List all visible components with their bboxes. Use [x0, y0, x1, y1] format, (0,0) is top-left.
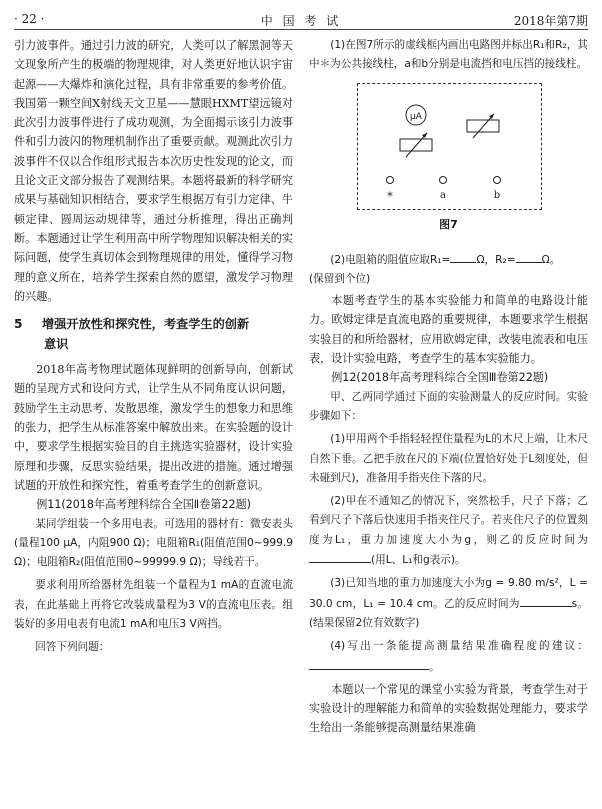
figure-caption: 图7	[439, 217, 458, 231]
section-number: 5	[14, 317, 23, 332]
question-text: (2)甲在不通知乙的情况下，突然松手，尺子下落；乙看到尺子下落后快速用手指夹住尺子。若夹住尺子的位置刻度为L₁，重力加速度大小为g，则乙的反应时间为(用L、L₁和g表示)。	[309, 495, 588, 567]
question-note: (保留到个位)	[309, 272, 371, 285]
answer-blank	[309, 657, 429, 670]
left-column	[14, 36, 293, 658]
answer-blank	[309, 550, 371, 563]
terminal-label: *	[387, 189, 393, 203]
paragraph: 本题考查学生的基本实验能力和简单的电路设计能力。欧姆定律是直流电路的重要规律，本题要求学生根据实验目的和所给器材，应用欧姆定律，改装电流表和电压表，设计实验电路，考查学生的基本实验能力。	[309, 294, 588, 366]
terminal-common	[387, 176, 394, 183]
section-heading	[14, 314, 293, 354]
terminal-a	[440, 176, 447, 183]
question-text: 甲、乙两同学通过下面的实验测量人的反应时间。实验步骤如下：	[309, 390, 588, 422]
question-text: (1)甲用两个手指轻轻捏住量程为L的木尺上端，让木尺自然下垂。乙把手放在尺的下端(位置恰好处于L刻度处，但未碰到尺)，准备用手指夹住下落的尺。	[309, 433, 588, 484]
answer-blank	[450, 250, 476, 263]
paragraph: 2018年高考物理试题体现鲜明的创新导向，创新试题的呈现方式和设问方式，让学生从不同角度认识问题，鼓励学生主动思考、发散思维，激发学生的想象力和思维的张力，把学生从标准答案中解放出来。在实验题的设计中，要求学生根据实验目的自主挑选实验器材，设计实验原理和步骤，反思实验结果，提出改进的措施。通过增强试题的开放性和探究性，着重考查学生的创新意识。	[14, 363, 293, 492]
example-heading: 例11(2018年高考理科综合全国Ⅱ卷第22题)	[36, 498, 251, 512]
circuit-components	[309, 75, 588, 215]
paragraph: 引力波事件。通过引力波的研究，人类可以了解黑洞等天文现象所产生的极端的物理规律，对人类更好地认识宇宙起源——大爆炸和演化过程，具有非常重要的参考价值。我国第一颗空间X射线天文卫星——慧眼HXMT望远镜对此次引力波事件进行了成功观测，为全面揭示该引力波事件和引力波闪的物理机制作出了重要贡献。观测此次引力波事件不仅以合作组形式报告本次历史性发现的论文，而且论文正文部分报告了观测结果。本题将最新的科学研究成果与基础知识相结合，要求学生根据万有引力定律、牛顿定律、圆周运动规律等，通过分析推理，得出正确判断。本题通过让学生利用高中所学物理知识解决相关的实际问题，使学生真切体会到物理规律的用处，懂得学习物理的意义所在，培养学生探索自然的愿望，激发学习物理的兴趣。	[14, 39, 293, 303]
terminal-label: b	[493, 189, 501, 201]
page-number: · 22 ·	[14, 12, 45, 26]
header-rule	[14, 29, 588, 30]
section-title-cont: 意识	[44, 337, 69, 352]
terminal-b	[494, 176, 501, 183]
paragraph: 本题以一个常见的课堂小实验为背景，考查学生对于实验设计的理解能力和简单的实验数据处理能力，要求学生给出一条能够提高测量结果准确	[309, 682, 588, 735]
question-text: (3)已知当地的重力加速度大小为g = 9.80 m/s²，L = 30.0 cm，L₁ = 10.4 cm。乙的反应时间为 s。(结果保留2位有效数字)	[309, 577, 588, 629]
terminal-label: a	[440, 189, 446, 201]
question-text: 某同学组装一个多用电表。可选用的器材有：微安表头(量程100 μA，内阻900 Ω)；电阻箱R₁(阻值范围0~999.9 Ω)；电阻箱R₂(阻值范围0~99999.9 Ω)；导线若干。	[14, 517, 293, 569]
example-heading: 例12(2018年高考理科综合全国Ⅲ卷第22题)	[331, 371, 549, 385]
question-text: (4)写出一条能提高测量结果准确程度的建议：。	[309, 637, 588, 677]
figure-7	[309, 75, 588, 250]
right-column	[309, 36, 588, 738]
issue-label: 2018年第7期	[513, 14, 588, 28]
answer-blank	[520, 594, 572, 607]
answer-blank	[516, 250, 542, 263]
question-text: 要求利用所给器材先组装一个量程为1 mA的直流电流表，在此基础上再将它改装成量程为3 V的直流电压表。组装好的多用电表有电流1 mA和电压3 V两挡。	[14, 579, 293, 631]
meter-label: μA	[410, 111, 422, 122]
section-title: 增强开放性和探究性，考查学生的创新	[42, 317, 250, 332]
journal-title: 中 国 考 试	[260, 14, 342, 28]
question-text: (1)在图7所示的虚线框内画出电路图并标出R₁和R₂，其中＊为公共接线柱，a和b分别是电流挡和电压挡的接线柱。	[309, 39, 588, 71]
question-text: 回答下列问题：	[35, 641, 110, 654]
question-text: (2)电阻箱的阻值应取R₁= Ω，R₂= Ω。	[309, 250, 588, 270]
